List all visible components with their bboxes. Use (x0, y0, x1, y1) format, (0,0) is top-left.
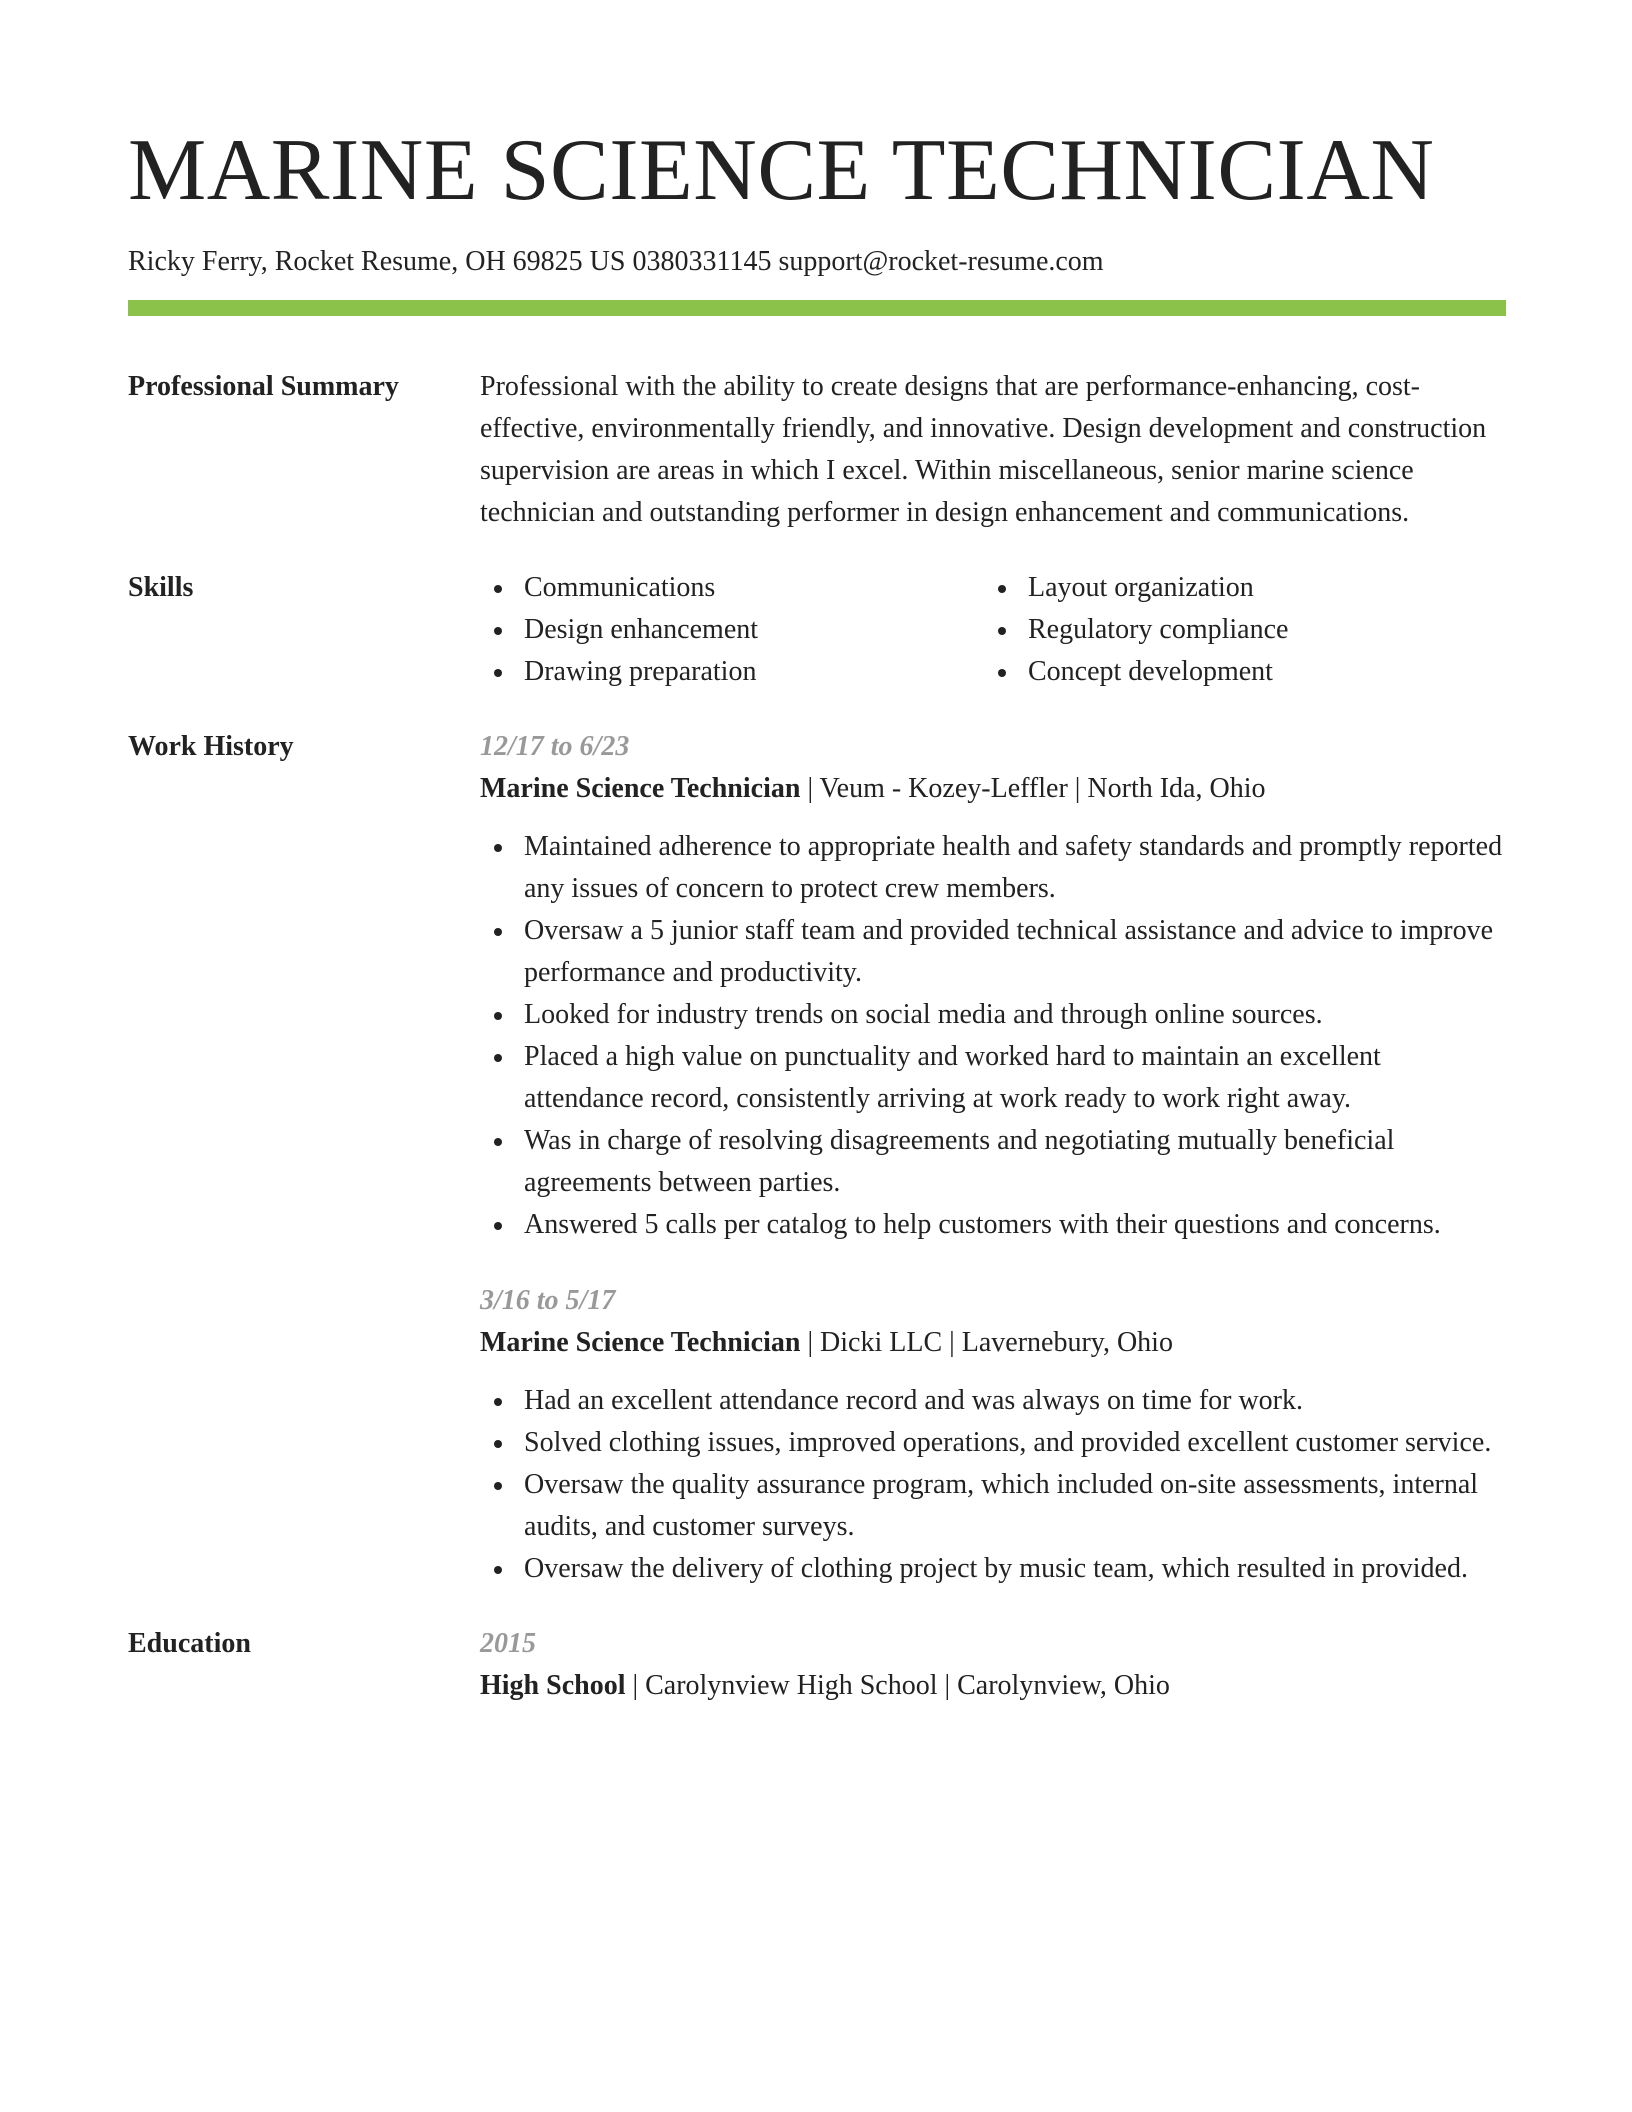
summary-heading: Professional Summary (128, 371, 399, 402)
job-heading (480, 768, 1506, 810)
skill-item: Layout organization (984, 567, 1488, 609)
skill-item: Drawing preparation (480, 651, 984, 693)
contact-name: Ricky Ferry, (128, 246, 268, 277)
job-bullet: Solved clothing issues, improved operations, and provided excellent customer service. (480, 1422, 1506, 1464)
job-dates: 3/16 to 5/17 (480, 1285, 616, 1316)
skills-column-right (984, 567, 1488, 693)
skill-item: Concept development (984, 651, 1488, 693)
contact-line (128, 244, 1506, 280)
education-degree: High School (480, 1670, 626, 1701)
skill-item: Design enhancement (480, 609, 984, 651)
skill-item: Communications (480, 567, 984, 609)
education-heading-line (480, 1665, 1506, 1707)
contact-email: support@rocket-resume.com (778, 246, 1104, 277)
job-bullet: Was in charge of resolving disagreements and negotiating mutually beneficial agreements between parties. (480, 1120, 1506, 1204)
summary-text: Professional with the ability to create designs that are performance-enhancing, cost-effective, environmentally friendly, and innovative. Design development and construction supervision are areas in which I excel. Within miscellaneous, senior marine science technician and outstanding performer in design enhancement and communications. (480, 371, 1487, 528)
resume-title: MARINE SCIENCE TECHNICIAN (128, 122, 1435, 219)
job-title: Marine Science Technician (480, 1327, 801, 1358)
job-bullet: Looked for industry trends on social media and through online sources. (480, 994, 1506, 1036)
job-bullet: Oversaw a 5 junior staff team and provided technical assistance and advice to improve performance and productivity. (480, 910, 1506, 994)
job-bullet-list (480, 1380, 1506, 1590)
skills-column-left (480, 567, 984, 693)
job-entry (480, 1280, 1506, 1590)
resume-page (128, 0, 1506, 1707)
work-history-section (128, 726, 1506, 1590)
job-bullet: Had an excellent attendance record and was always on time for work. (480, 1380, 1506, 1422)
skills-section (128, 567, 1506, 693)
education-section (128, 1623, 1506, 1707)
header-divider (128, 300, 1506, 316)
skill-item: Regulatory compliance (984, 609, 1488, 651)
education-school-location: | Carolynview High School | Carolynview, Ohio (625, 1670, 1170, 1701)
job-entry (480, 726, 1506, 1246)
skills-heading: Skills (128, 572, 194, 603)
contact-phone: 0380331145 (632, 246, 772, 277)
job-bullet: Maintained adherence to appropriate health and safety standards and promptly reported any issues of concern to protect crew members. (480, 826, 1506, 910)
job-heading (480, 1322, 1506, 1364)
education-year: 2015 (480, 1628, 536, 1659)
job-bullet: Oversaw the delivery of clothing project by music team, which resulted in provided. (480, 1548, 1506, 1590)
skills-grid (480, 567, 1506, 693)
job-employer-location: | Veum - Kozey-Leffler | North Ida, Ohio (800, 773, 1266, 804)
education-heading: Education (128, 1628, 251, 1659)
job-bullet: Placed a high value on punctuality and worked hard to maintain an excellent attendance record, consistently arriving at work ready to work right away. (480, 1036, 1506, 1120)
summary-section (128, 366, 1506, 534)
contact-address: Rocket Resume, OH 69825 US (274, 246, 626, 277)
job-bullet: Oversaw the quality assurance program, which included on-site assessments, internal audits, and customer surveys. (480, 1464, 1506, 1548)
work-history-heading: Work History (128, 731, 294, 762)
job-employer-location: | Dicki LLC | Lavernebury, Ohio (800, 1327, 1173, 1358)
job-bullet: Answered 5 calls per catalog to help customers with their questions and concerns. (480, 1204, 1506, 1246)
job-title: Marine Science Technician (480, 773, 801, 804)
job-dates: 12/17 to 6/23 (480, 731, 630, 762)
job-bullet-list (480, 826, 1506, 1246)
